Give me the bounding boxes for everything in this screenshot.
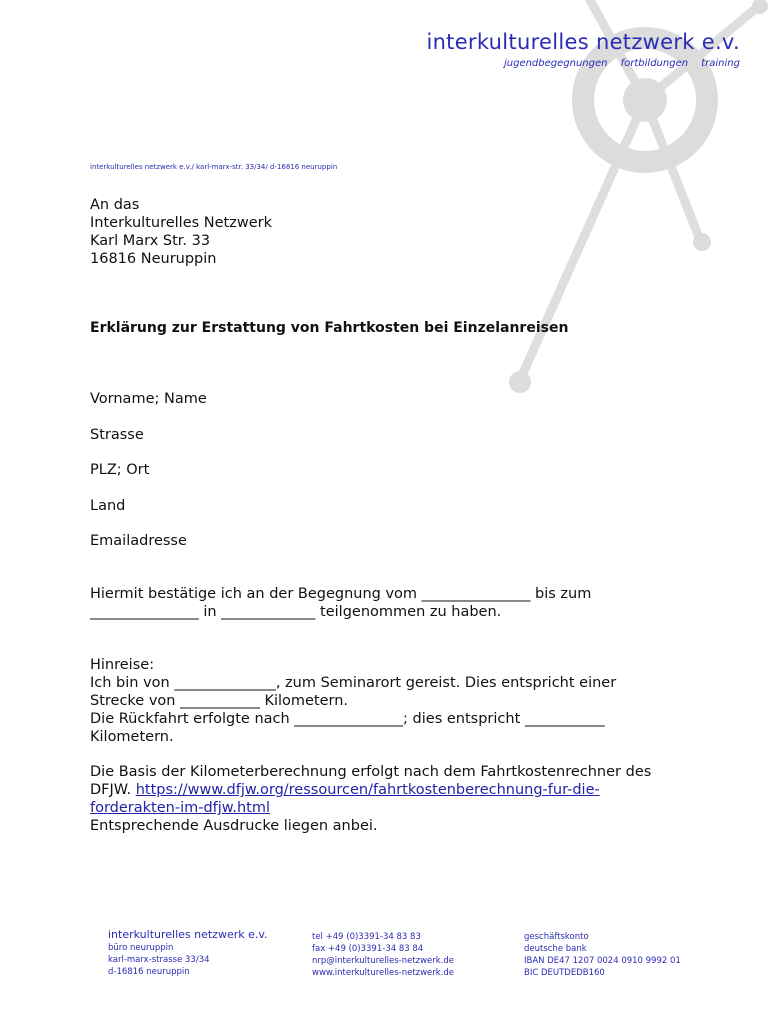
brand-tagline: jugendbegegnungen fortbildungen training [503,58,740,69]
travel-line: Strecke von ___________ Kilometern. [90,693,349,709]
document-subject: Erklärung zur Erstattung von Fahrtkosten bei Einzelanreisen [90,320,569,336]
footer-fax: fax +49 (0)3391-34 83 84 [312,944,424,954]
confirmation-paragraph [90,585,710,621]
recipient-line: 16816 Neuruppin [90,251,217,267]
field-zip-city: PLZ; Ort [90,462,150,478]
footer-bank [524,931,681,979]
travel-line: Die Rückfahrt erfolgte nach _______________; dies entspricht ___________ [90,711,605,727]
footer-bank-iban: IBAN DE47 1207 0024 0910 9992 01 [524,956,681,966]
field-country: Land [90,497,126,514]
basis-line: Die Basis der Kilometerberechnung erfolgt nach dem Fahrtkostenrechner des [90,764,652,780]
basis-line: Entsprechende Ausdrucke liegen anbei. [90,818,378,834]
travel-paragraph [90,656,710,746]
brand-name: interkulturelles netzwerk e.v. [426,30,740,54]
footer-bank-bic: BIC DEUTDEDB160 [524,968,605,978]
sender-line: interkulturelles netzwerk e.v./ karl-marx-str. 33/34/ d-16816 neuruppin [90,163,338,171]
field-name: Vorname; Name [90,391,207,407]
footer-bank-line: deutsche bank [524,944,587,954]
recipient-address [90,196,272,268]
confirmation-line: Hiermit bestätige ich an der Begegnung vom _______________ bis zum [90,586,592,602]
travel-line: Ich bin von ______________, zum Seminarort gereist. Dies entspricht einer [90,675,617,691]
travel-line: Kilometern. [90,729,174,745]
footer-org-name: interkulturelles netzwerk e.v. [108,928,268,941]
footer-bank-line: geschäftskonto [524,932,589,942]
footer-org-line: karl-marx-strasse 33/34 [108,955,210,965]
basis-paragraph [90,763,710,835]
dfjw-link-part2[interactable]: forderakten-im-dfjw.html [90,800,270,816]
confirmation-line: _______________ in _____________ teilgenommen zu haben. [90,604,502,620]
letterhead-brand [426,30,740,69]
basis-line-link [90,781,710,799]
recipient-line: Karl Marx Str. 33 [90,233,211,249]
footer-org-line: büro neuruppin [108,943,174,953]
basis-prefix: DFJW. [90,782,136,798]
recipient-line: An das [90,197,140,213]
footer-email: nrp@interkulturelles-netzwerk.de [312,956,455,966]
field-email: Emailadresse [90,533,187,549]
recipient-line: Interkulturelles Netzwerk [90,215,272,231]
footer-website: www.interkulturelles-netzwerk.de [312,968,455,978]
travel-line: Hinreise: [90,657,155,673]
footer-org [108,928,268,978]
footer-org-line: d-16816 neuruppin [108,967,190,977]
dfjw-link-part1[interactable]: https://www.dfjw.org/ressourcen/fahrtkostenberechnung-fur-die- [135,782,600,798]
footer-contact [312,931,454,979]
footer-phone: tel +49 (0)3391-34 83 83 [312,932,421,942]
personal-fields [90,390,207,568]
field-street: Strasse [90,426,144,443]
